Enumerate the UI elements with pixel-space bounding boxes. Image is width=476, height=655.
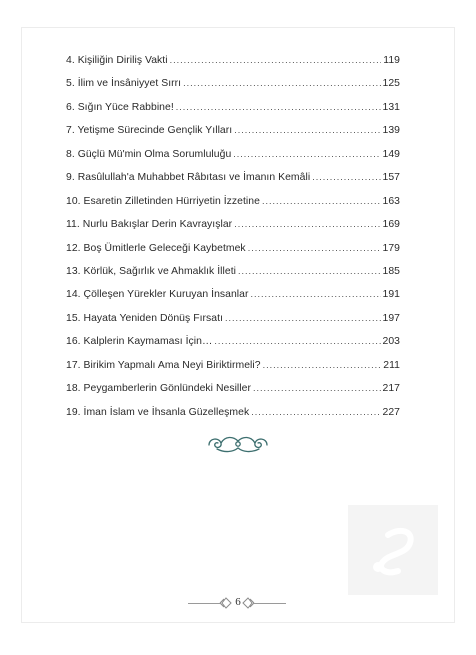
toc-entry-page: 179	[382, 242, 400, 254]
toc-dot-leader	[234, 219, 380, 229]
toc-entry-title: 7. Yetişme Sürecinde Gençlik Yılları	[66, 125, 233, 137]
toc-dot-leader	[233, 149, 380, 159]
toc-dot-leader	[238, 266, 380, 276]
toc-entry-page: 217	[382, 383, 400, 395]
toc-dot-leader	[234, 125, 380, 135]
toc-entry-page: 169	[382, 219, 400, 231]
toc-dot-leader	[183, 78, 380, 88]
toc-entry-title: 11. Nurlu Bakışlar Derin Kavrayışlar	[66, 219, 233, 231]
page-number: 6	[235, 596, 241, 608]
toc-entry-title: 9. Rasûlullah'a Muhabbet Râbıtası ve İmanın Kemâli	[66, 172, 311, 184]
toc-entry-page: 139	[382, 125, 400, 137]
toc-entry	[66, 266, 400, 289]
toc-entry	[66, 78, 400, 101]
toc-entry-title: 13. Körlük, Sağırlık ve Ahmaklık İlleti	[66, 265, 237, 277]
toc-dot-leader	[262, 196, 381, 206]
toc-entry	[66, 55, 400, 78]
toc-entry-title: 4. Kişiliğin Diriliş Vakti	[66, 55, 168, 66]
toc-entry	[66, 196, 400, 219]
toc-dot-leader	[251, 289, 381, 299]
toc-entry-page: 119	[383, 55, 400, 66]
toc-entry-page: 197	[382, 312, 400, 324]
toc-entry	[66, 243, 400, 266]
toc-entry-page: 157	[382, 172, 400, 184]
toc-entry-title: 10. Esaretin Zilletinden Hürriyetin İzzetine	[66, 195, 260, 207]
publisher-logo-watermark	[348, 505, 438, 595]
toc-entry-page: 227	[382, 406, 400, 418]
toc-entry-page: 131	[382, 101, 400, 113]
swirl-ornament-icon	[203, 432, 273, 456]
toc-entry	[66, 407, 400, 430]
toc-dot-leader	[251, 407, 380, 417]
footer-rule-right	[254, 603, 286, 604]
toc-entry	[66, 219, 400, 242]
toc-entry-title: 15. Hayata Yeniden Dönüş Fırsatı	[66, 312, 223, 324]
toc-entry	[66, 383, 400, 406]
toc-entry-page: 149	[382, 148, 400, 160]
toc-dot-leader	[248, 243, 381, 253]
toc-entry-title: 18. Peygamberlerin Gönlündeki Nesiller	[66, 383, 251, 395]
table-of-contents	[66, 55, 400, 430]
toc-entry-title: 12. Boş Ümitlerle Geleceği Kaybetmek	[66, 242, 246, 254]
toc-dot-leader	[170, 55, 382, 65]
toc-entry-title: 14. Çölleşen Yürekler Kuruyan İnsanlar	[66, 289, 249, 301]
toc-entry-title: 16. Kalplerin Kaymaması İçin…	[66, 336, 213, 348]
toc-entry-title: 6. Sığın Yüce Rabbine!	[66, 101, 174, 113]
toc-entry-title: 8. Güçlü Mü'min Olma Sorumluluğu	[66, 148, 232, 160]
toc-dot-leader	[176, 102, 381, 112]
toc-entry-page: 211	[383, 359, 400, 371]
toc-entry-title: 5. İlim ve İnsâniyyet Sırrı	[66, 78, 182, 90]
toc-entry-page: 163	[382, 195, 400, 207]
toc-entry-page: 125	[382, 78, 400, 90]
toc-entry	[66, 149, 400, 172]
toc-dot-leader	[225, 313, 381, 323]
toc-entry	[66, 360, 400, 383]
toc-entry-page: 191	[382, 289, 400, 301]
toc-entry-page: 185	[382, 265, 400, 277]
toc-entry	[66, 289, 400, 312]
toc-dot-leader	[263, 360, 382, 370]
toc-entry	[66, 102, 400, 125]
toc-dot-leader	[253, 383, 381, 393]
footer-rule-left	[188, 603, 220, 604]
toc-entry	[66, 125, 400, 148]
toc-entry-title: 17. Birikim Yapmalı Ama Neyi Biriktirmeli?	[66, 359, 261, 371]
toc-dot-leader	[312, 172, 380, 182]
toc-entry-page: 203	[382, 336, 400, 348]
toc-dot-leader	[214, 336, 380, 346]
toc-entry	[66, 313, 400, 336]
toc-entry	[66, 172, 400, 195]
toc-entry	[66, 336, 400, 359]
toc-entry-title: 19. İman İslam ve İhsanla Güzelleşmek	[66, 406, 250, 418]
